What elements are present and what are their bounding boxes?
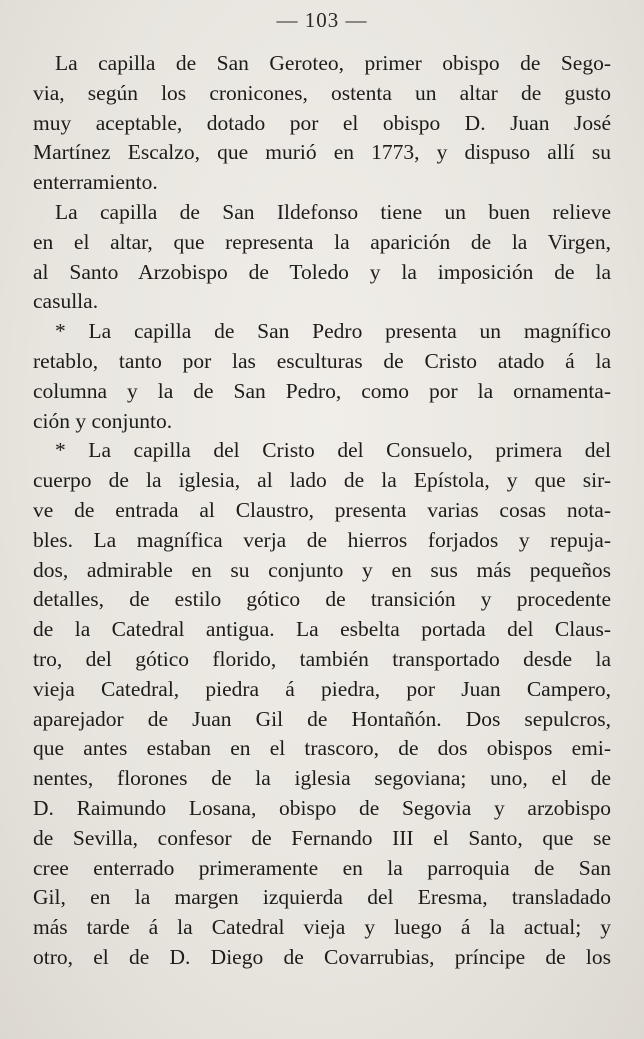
text-line: otro, el de D. Diego de Covarrubias, príncipe de los [33, 944, 611, 969]
text-line: de la Catedral antigua. La esbelta portada del Claus- [33, 617, 611, 642]
body-text [33, 49, 611, 973]
text-line: más tarde á la Catedral vieja y luego á la actual; y [33, 915, 611, 940]
text-line: en el altar, que representa la aparición de la Virgen, [33, 229, 611, 254]
text-line: bles. La magnífica verja de hierros forjados y repuja- [33, 527, 611, 552]
text-line: retablo, tanto por las esculturas de Cristo atado á la [33, 348, 611, 373]
text-line: enterramiento. [33, 170, 158, 195]
text-line: tro, del gótico florido, también transportado desde la [33, 646, 611, 671]
text-line: cree enterrado primeramente en la parroquia de San [33, 855, 611, 880]
text-line: ve de entrada al Claustro, presenta varias cosas nota- [33, 497, 611, 522]
text-line: Martínez Escalzo, que murió en 1773, y dispuso allí su [33, 140, 611, 165]
text-line: vieja Catedral, piedra á piedra, por Juan Campero, [33, 676, 611, 701]
text-line: de Sevilla, confesor de Fernando III el Santo, que se [33, 825, 611, 850]
text-line: D. Raimundo Losana, obispo de Segovia y arzobispo [33, 795, 611, 820]
text-line: cuerpo de la iglesia, al lado de la Epístola, y que sir- [33, 468, 611, 493]
text-line: nentes, florones de la iglesia segoviana; uno, el de [33, 766, 611, 791]
text-line: casulla. [33, 289, 99, 314]
text-line: muy aceptable, dotado por el obispo D. Juan José [33, 110, 611, 135]
text-line: * La capilla del Cristo del Consuelo, primera del [55, 438, 611, 463]
text-line: Gil, en la margen izquierda del Eresma, transladado [33, 885, 611, 910]
text-line: ción y conjunto. [33, 408, 173, 433]
text-line: La capilla de San Ildefonso tiene un buen relieve [55, 199, 611, 224]
text-line: La capilla de San Geroteo, primer obispo de Sego- [55, 51, 611, 75]
text-line: columna y la de San Pedro, como por la ornamenta- [33, 378, 611, 403]
page-number: — 103 — [276, 8, 368, 32]
text-line: * La capilla de San Pedro presenta un magnífico [55, 319, 611, 344]
text-line: al Santo Arzobispo de Toledo y la imposición de la [33, 259, 611, 284]
text-line: detalles, de estilo gótico de transición y procedente [33, 587, 611, 612]
text-line: aparejador de Juan Gil de Hontañón. Dos sepulcros, [33, 706, 611, 731]
text-line: dos, admirable en su conjunto y en sus más pequeños [33, 557, 611, 582]
text-line: via, según los cronicones, ostenta un altar de gusto [33, 80, 611, 105]
text-line: que antes estaban en el trascoro, de dos obispos emi- [33, 736, 611, 761]
